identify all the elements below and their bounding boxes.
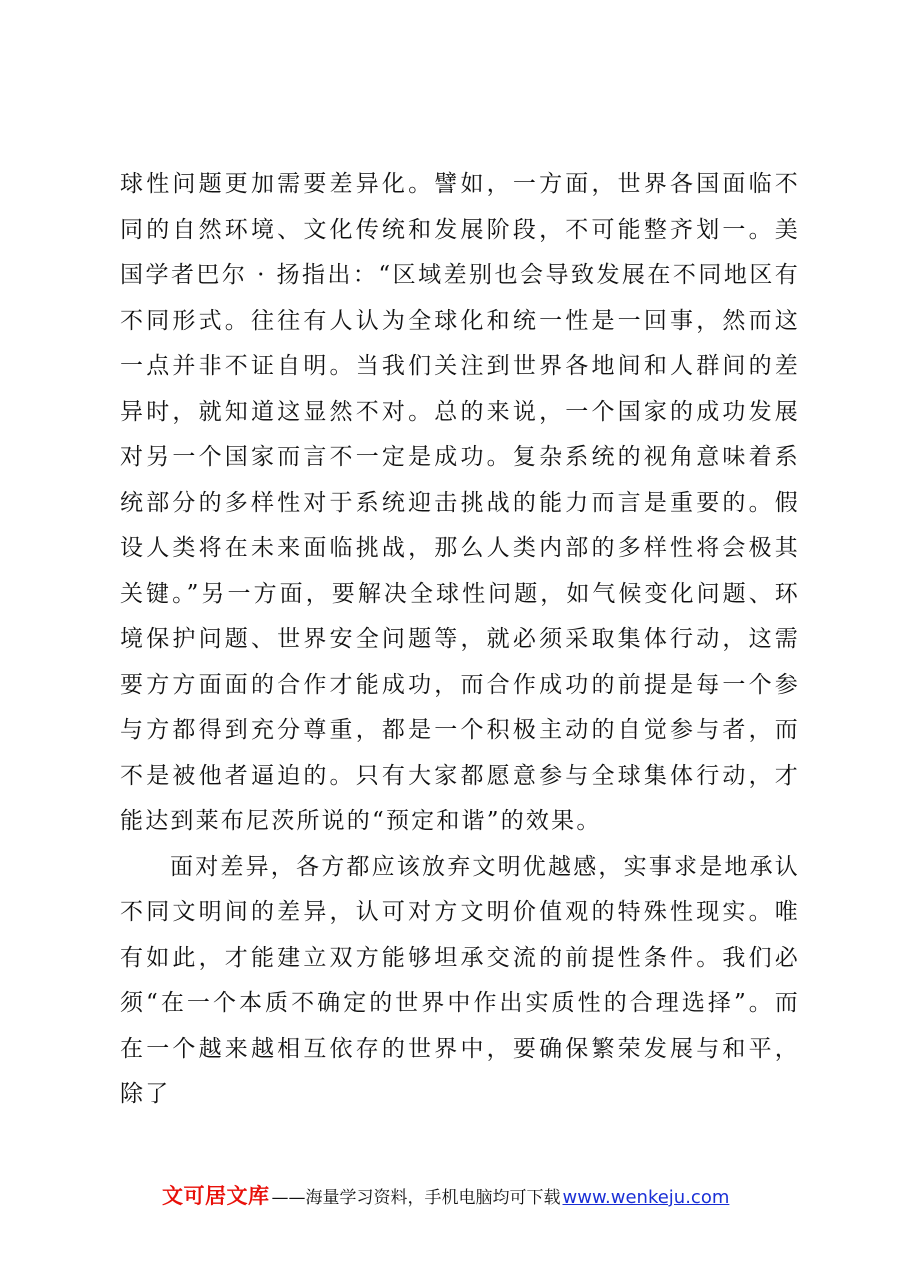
footer-dash: ——: [271, 1188, 306, 1208]
footer-banner: [162, 1180, 802, 1214]
footer-brand: 文可居文库: [162, 1184, 270, 1208]
paragraph-continuation: 球性问题更加需要差异化。譬如，一方面，世界各国面临不同的自然环境、文化传统和发展阶段，不可能整齐划一。美国学者巴尔 · 扬指出：“区域差别也会导致发展在不同地区有不同形式。往往有人认为全球化和统一性是一回事，然而这一点并非不证自明。当我们关注到世界各地间和人群间的差异时，就知道这显然不对。总的来说，一个国家的成功发展对另一个国家而言不一定是成功。复杂系统的视角意味着系统部分的多样性对于系统迎击挑战的能力而言是重要的。假设人类将在未来面临挑战，那么人类内部的多样性将会极其关键。”另一方面，要解决全球性问题，如气候变化问题、环境保护问题、世界安全问题等，就必须采取集体行动，这需要方方面面的合作才能成功，而合作成功的前提是每一个参与方都得到充分尊重，都是一个积极主动的自觉参与者，而不是被他者逼迫的。只有大家都愿意参与全球集体行动，才能达到莱布尼茨所说的“预定和谐”的效果。: [120, 171, 800, 834]
paragraph-differences: 面对差异，各方都应该放弃文明优越感，实事求是地承认不同文明间的差异，认可对方文明价值观的特殊性现实。唯有如此，才能建立双方能够坦承交流的前提性条件。我们必须“在一个本质不确定的世界中作出实质性的合理选择”。而在一个越来越相互依存的世界中，要确保繁荣发展与和平，除了: [120, 853, 800, 1107]
document-body: [120, 162, 800, 1118]
footer-slogan: 海量学习资料，手机电脑均可下载: [305, 1188, 561, 1208]
footer-website-link[interactable]: www.wenkeju.com: [562, 1187, 730, 1208]
